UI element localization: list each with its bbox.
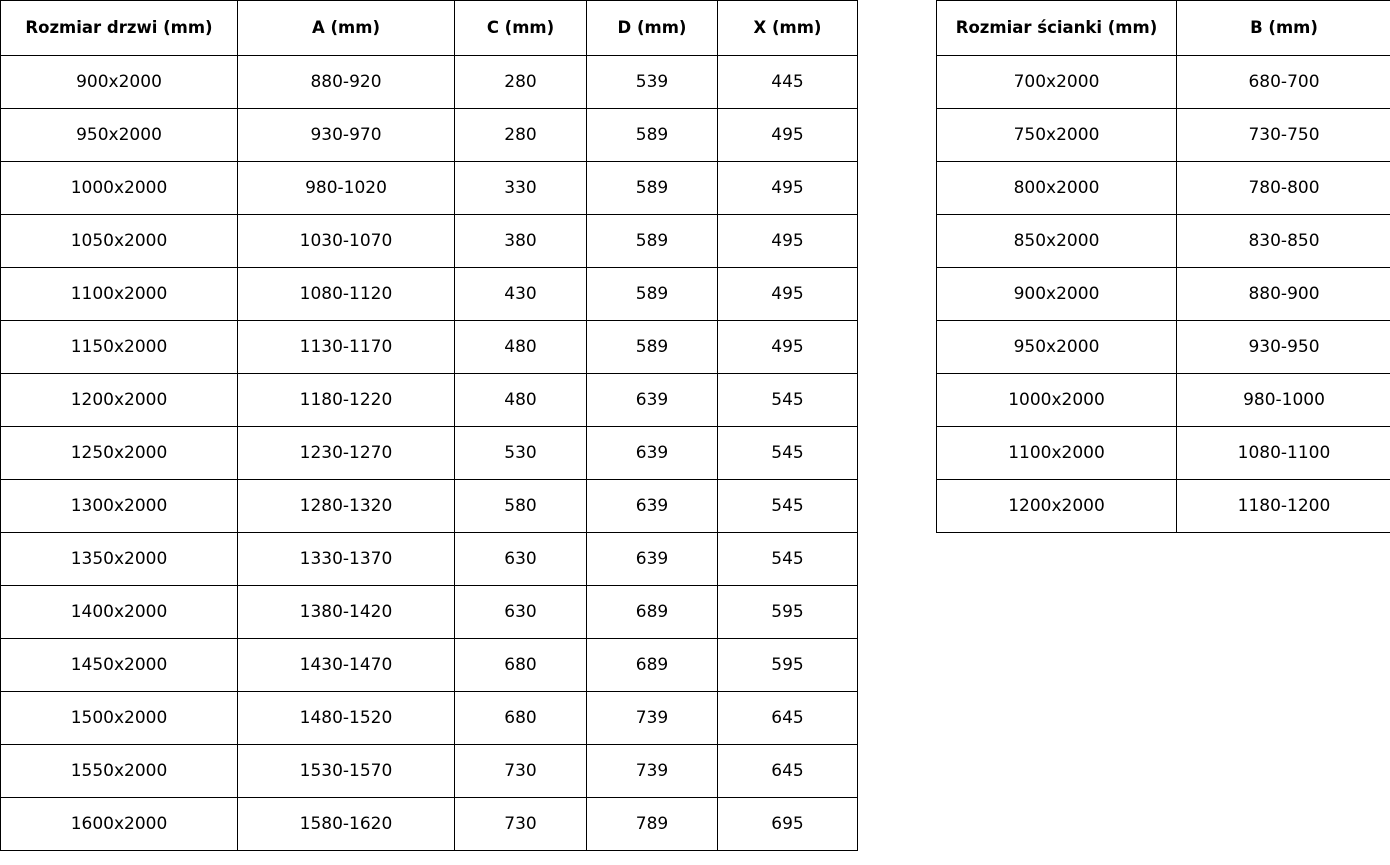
cell-door-size: 1450x2000 <box>1 639 238 692</box>
table-row <box>1 480 858 533</box>
cell-a: 980-1020 <box>238 162 455 215</box>
cell-c: 480 <box>455 374 587 427</box>
cell-c: 730 <box>455 745 587 798</box>
table-row <box>937 109 1390 162</box>
wall-size-table <box>936 0 1390 533</box>
column-header-d: D (mm) <box>587 1 718 56</box>
cell-b: 830-850 <box>1177 215 1390 268</box>
table-row <box>937 321 1390 374</box>
cell-b: 780-800 <box>1177 162 1390 215</box>
cell-b: 1080-1100 <box>1177 427 1390 480</box>
cell-d: 739 <box>587 745 718 798</box>
column-header-wall-size: Rozmiar ścianki (mm) <box>937 1 1177 56</box>
cell-wall-size: 1000x2000 <box>937 374 1177 427</box>
cell-b: 1180-1200 <box>1177 480 1390 533</box>
table-row <box>937 480 1390 533</box>
cell-x: 645 <box>718 745 858 798</box>
column-header-c: C (mm) <box>455 1 587 56</box>
cell-x: 545 <box>718 374 858 427</box>
cell-a: 930-970 <box>238 109 455 162</box>
cell-a: 1030-1070 <box>238 215 455 268</box>
cell-wall-size: 700x2000 <box>937 56 1177 109</box>
table-row <box>1 639 858 692</box>
cell-a: 1530-1570 <box>238 745 455 798</box>
table-header-row <box>937 1 1390 56</box>
cell-c: 330 <box>455 162 587 215</box>
cell-wall-size: 750x2000 <box>937 109 1177 162</box>
cell-wall-size: 900x2000 <box>937 268 1177 321</box>
cell-d: 689 <box>587 586 718 639</box>
cell-door-size: 1150x2000 <box>1 321 238 374</box>
cell-c: 630 <box>455 533 587 586</box>
table-row <box>937 162 1390 215</box>
cell-wall-size: 1100x2000 <box>937 427 1177 480</box>
cell-x: 545 <box>718 480 858 533</box>
cell-b: 880-900 <box>1177 268 1390 321</box>
cell-door-size: 1000x2000 <box>1 162 238 215</box>
table-row <box>1 427 858 480</box>
table-row <box>937 268 1390 321</box>
cell-x: 495 <box>718 162 858 215</box>
cell-a: 1230-1270 <box>238 427 455 480</box>
cell-wall-size: 950x2000 <box>937 321 1177 374</box>
table-row <box>1 162 858 215</box>
cell-b: 730-750 <box>1177 109 1390 162</box>
cell-c: 430 <box>455 268 587 321</box>
table-row <box>1 533 858 586</box>
table-row <box>1 745 858 798</box>
cell-a: 880-920 <box>238 56 455 109</box>
cell-x: 545 <box>718 427 858 480</box>
cell-a: 1080-1120 <box>238 268 455 321</box>
cell-door-size: 1050x2000 <box>1 215 238 268</box>
column-header-x: X (mm) <box>718 1 858 56</box>
cell-wall-size: 800x2000 <box>937 162 1177 215</box>
cell-door-size: 1600x2000 <box>1 798 238 851</box>
cell-x: 545 <box>718 533 858 586</box>
cell-d: 639 <box>587 480 718 533</box>
cell-a: 1430-1470 <box>238 639 455 692</box>
cell-d: 639 <box>587 374 718 427</box>
cell-x: 445 <box>718 56 858 109</box>
cell-b: 680-700 <box>1177 56 1390 109</box>
table-row <box>1 586 858 639</box>
table-row <box>937 215 1390 268</box>
cell-a: 1330-1370 <box>238 533 455 586</box>
cell-x: 595 <box>718 586 858 639</box>
cell-d: 689 <box>587 639 718 692</box>
column-header-b: B (mm) <box>1177 1 1390 56</box>
cell-wall-size: 1200x2000 <box>937 480 1177 533</box>
cell-door-size: 1200x2000 <box>1 374 238 427</box>
cell-c: 630 <box>455 586 587 639</box>
cell-c: 680 <box>455 639 587 692</box>
cell-c: 730 <box>455 798 587 851</box>
table-row <box>1 374 858 427</box>
cell-door-size: 1350x2000 <box>1 533 238 586</box>
cell-c: 580 <box>455 480 587 533</box>
table-header-row <box>1 1 858 56</box>
cell-x: 695 <box>718 798 858 851</box>
cell-d: 589 <box>587 321 718 374</box>
cell-c: 680 <box>455 692 587 745</box>
cell-x: 495 <box>718 109 858 162</box>
cell-x: 645 <box>718 692 858 745</box>
table-row <box>937 427 1390 480</box>
cell-x: 495 <box>718 268 858 321</box>
cell-a: 1580-1620 <box>238 798 455 851</box>
cell-c: 530 <box>455 427 587 480</box>
table-row <box>1 109 858 162</box>
table-row <box>937 56 1390 109</box>
cell-d: 639 <box>587 427 718 480</box>
cell-a: 1480-1520 <box>238 692 455 745</box>
cell-d: 589 <box>587 109 718 162</box>
cell-b: 980-1000 <box>1177 374 1390 427</box>
table-row <box>1 321 858 374</box>
cell-d: 539 <box>587 56 718 109</box>
table-row <box>1 268 858 321</box>
cell-a: 1130-1170 <box>238 321 455 374</box>
cell-door-size: 1550x2000 <box>1 745 238 798</box>
cell-d: 789 <box>587 798 718 851</box>
cell-x: 495 <box>718 321 858 374</box>
cell-x: 495 <box>718 215 858 268</box>
column-header-a: A (mm) <box>238 1 455 56</box>
cell-c: 380 <box>455 215 587 268</box>
cell-c: 480 <box>455 321 587 374</box>
cell-c: 280 <box>455 56 587 109</box>
table-row <box>1 692 858 745</box>
cell-d: 739 <box>587 692 718 745</box>
cell-b: 930-950 <box>1177 321 1390 374</box>
cell-door-size: 950x2000 <box>1 109 238 162</box>
cell-c: 280 <box>455 109 587 162</box>
table-row <box>1 56 858 109</box>
table-row <box>1 215 858 268</box>
column-header-door-size: Rozmiar drzwi (mm) <box>1 1 238 56</box>
table-row <box>937 374 1390 427</box>
cell-x: 595 <box>718 639 858 692</box>
table-row <box>1 798 858 851</box>
cell-wall-size: 850x2000 <box>937 215 1177 268</box>
cell-door-size: 1300x2000 <box>1 480 238 533</box>
cell-a: 1180-1220 <box>238 374 455 427</box>
cell-door-size: 1400x2000 <box>1 586 238 639</box>
cell-a: 1380-1420 <box>238 586 455 639</box>
cell-d: 589 <box>587 268 718 321</box>
cell-door-size: 1250x2000 <box>1 427 238 480</box>
cell-d: 589 <box>587 215 718 268</box>
cell-door-size: 1500x2000 <box>1 692 238 745</box>
cell-d: 639 <box>587 533 718 586</box>
cell-a: 1280-1320 <box>238 480 455 533</box>
cell-door-size: 1100x2000 <box>1 268 238 321</box>
cell-door-size: 900x2000 <box>1 56 238 109</box>
cell-d: 589 <box>587 162 718 215</box>
